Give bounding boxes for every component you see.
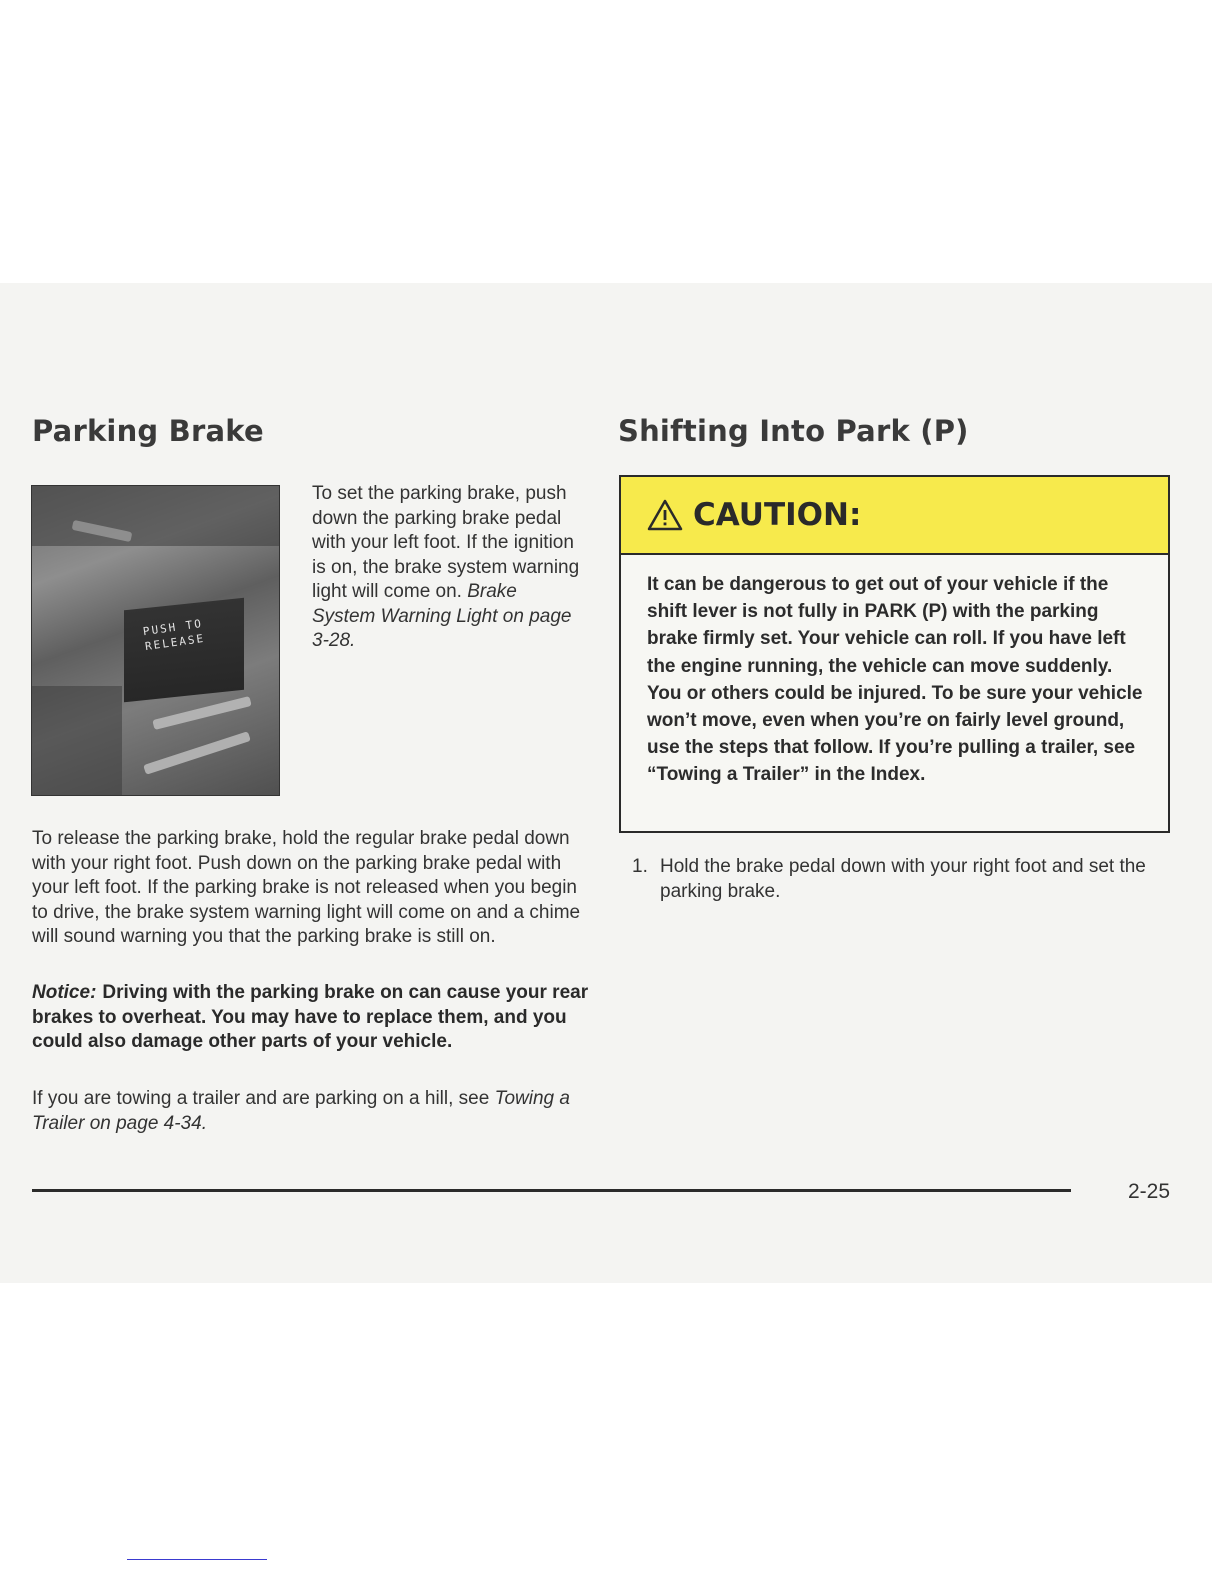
release-brake-paragraph: To release the parking brake, hold the regular brake pedal down with your right foot. Push down on the parking brake pedal with your left foot. If the parking brake is not released when you begin to drive, the brake system warning light will come on and a chime will sound warning you that the parking brake is still on. [32,828,581,947]
towing-text: If you are towing a trailer and are parking on a hill, see [32,1088,495,1109]
warning-triangle-icon [647,499,683,531]
caution-box [619,475,1170,833]
photo-shadow [32,486,280,546]
step-text: Hold the brake pedal down with your right foot and set the parking brake. [660,856,1146,902]
set-brake-text: To set the parking brake, push down the parking brake pedal with your left foot. If the ignition is on, the brake system warning light will come on. [312,483,580,602]
brake-warning-light-reference[interactable]: Brake System Warning Light on page 3-28. [312,581,572,651]
notice-text: Driving with the parking brake on can cause your rear brakes to overheat. You may have to replace them, and you could also damage other parts of your vehicle. [32,982,589,1052]
pedal-edge-highlight [143,731,251,775]
towing-trailer-reference[interactable]: Towing a Trailer on page 4-34. [32,1088,570,1134]
step-number: 1. [632,856,648,877]
pedal-label-line: RELEASE [144,631,206,654]
notice-paragraph [32,981,592,1055]
section-heading-shifting-into-park: Shifting Into Park (P) [618,414,969,448]
pedal-label-line: PUSH TO [142,616,204,639]
page-number: 2-25 [1128,1180,1171,1203]
caution-header [621,477,1168,555]
link-underline [127,1559,267,1560]
photo-shadow [32,686,122,796]
parking-brake-pedal-photo [31,485,280,796]
list-item [632,854,1172,904]
towing-paragraph [32,1087,592,1136]
pedal-edge-highlight [152,696,251,730]
set-brake-paragraph [312,482,582,654]
caution-body: It can be dangerous to get out of your vehicle if the shift lever is not fully in PARK (P) with the parking brake firmly set. Your vehicle can roll. If you have left the engine running, the vehicle can move suddenly. You or others could be injured. To be sure your vehicle won’t move, even when you’re on fairly level ground, use the steps that follow. If you’re pulling a trailer, see “Towing a Trailer” in the Index. [647,574,1143,786]
caution-title: CAUTION: [693,497,862,533]
footer-rule [32,1189,1071,1192]
notice-label: Notice: [32,982,97,1003]
park-steps-list [632,854,1172,904]
section-heading-parking-brake: Parking Brake [32,414,264,448]
